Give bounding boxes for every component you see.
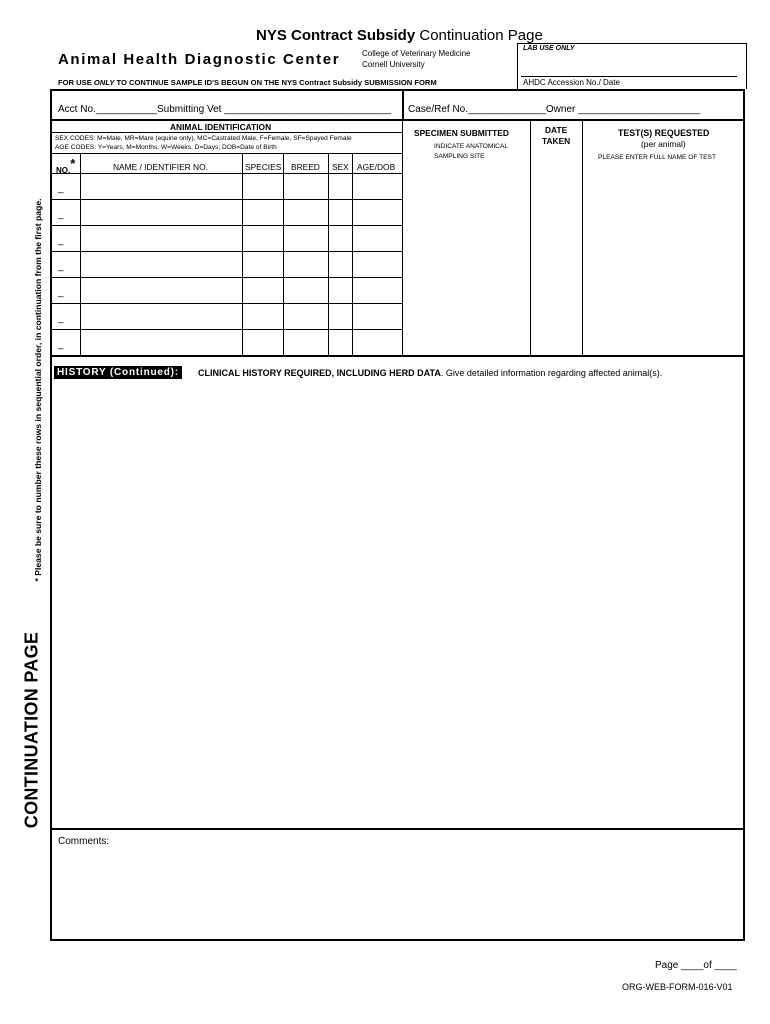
row-number[interactable]: _	[58, 209, 64, 220]
row-number[interactable]: _	[58, 235, 64, 246]
specimen-sub1: INDICATE ANATOMICAL	[434, 143, 509, 150]
divider	[582, 119, 583, 355]
side-note: * Please be sure to number these rows in sequential order, in continuation from the first page.	[33, 198, 43, 582]
age-codes: AGE CODES: Y=Years, M=Months, W=Weeks, D=Days; DOB=Date of Birth	[55, 144, 277, 151]
org-name: Animal Health Diagnostic Center	[58, 51, 341, 68]
accession-line[interactable]	[521, 76, 737, 77]
history-rest: . Give detailed information regarding affected animal(s).	[440, 368, 663, 378]
for-use-notice	[58, 78, 437, 87]
for-use-post: TO CONTINUE SAMPLE ID'S BEGUN ON THE NYS Contract Subsidy SUBMISSION FORM	[114, 78, 437, 87]
col-name: NAME / IDENTIFIER NO.	[113, 162, 208, 172]
page-number[interactable]: Page ____of ____	[655, 960, 737, 971]
row-number[interactable]: _	[58, 261, 64, 272]
divider	[52, 828, 743, 830]
college-line2: Cornell University	[362, 60, 425, 69]
divider	[52, 119, 743, 121]
title-rest: Continuation Page	[419, 27, 543, 44]
divider	[283, 153, 284, 355]
for-use-pre: FOR USE	[58, 78, 94, 87]
col-no-star: *	[70, 156, 76, 171]
title-bold: NYS Contract Subsidy	[256, 27, 416, 44]
divider	[52, 303, 402, 304]
form-number: ORG-WEB-FORM-016-V01	[622, 982, 733, 992]
divider	[52, 225, 402, 226]
lab-use-label: LAB USE ONLY	[523, 45, 575, 52]
row-number[interactable]: _	[58, 287, 64, 298]
side-title: CONTINUATION PAGE	[21, 631, 42, 829]
accession-label: AHDC Accession No./ Date	[523, 78, 620, 87]
animal-id-heading: ANIMAL IDENTIFICATION	[170, 122, 272, 132]
college-line1: College of Veterinary Medicine	[362, 49, 471, 58]
col-sex: SEX	[332, 162, 349, 172]
for-use-only: ONLY	[93, 78, 115, 87]
row-number[interactable]: _	[58, 339, 64, 350]
divider	[402, 119, 403, 355]
specimen-heading: SPECIMEN SUBMITTED	[414, 128, 509, 138]
divider	[530, 119, 531, 355]
page-title	[256, 27, 543, 44]
case-owner-field[interactable]: Case/Ref No.______________Owner ______________________	[408, 104, 701, 115]
college-info	[362, 48, 471, 70]
form-box	[50, 89, 745, 941]
tests-sub: (per animal)	[641, 139, 686, 149]
history-tag: HISTORY (Continued):	[54, 366, 182, 379]
divider	[52, 132, 402, 133]
sex-codes: SEX CODES: M=Male, MR=Mare (equine only), MC=Castrated Male, F=Female, SF=Spayed Female	[55, 135, 352, 142]
divider	[52, 199, 402, 200]
divider	[52, 355, 743, 357]
col-species: SPECIES	[245, 162, 282, 172]
divider	[328, 153, 329, 355]
divider	[52, 173, 402, 174]
specimen-sub2: SAMPLING SITE	[434, 153, 485, 160]
history-bold: CLINICAL HISTORY REQUIRED, INCLUDING HERD DATA	[198, 368, 441, 378]
divider	[242, 153, 243, 355]
date-heading-2: TAKEN	[542, 136, 571, 146]
col-no-text: NO.	[56, 166, 71, 175]
divider	[402, 91, 404, 119]
divider	[52, 277, 402, 278]
tests-heading: TEST(S) REQUESTED	[618, 128, 710, 138]
divider	[52, 153, 402, 154]
col-breed: BREED	[291, 162, 320, 172]
acct-vet-field[interactable]: Acct No.___________Submitting Vet ______________________________	[58, 104, 392, 115]
divider	[52, 251, 402, 252]
row-number[interactable]: _	[58, 183, 64, 194]
date-heading-1: DATE	[545, 125, 568, 135]
tests-note: PLEASE ENTER FULL NAME OF TEST	[598, 154, 716, 161]
comments-label: Comments:	[58, 836, 110, 847]
col-age: AGE/DOB	[357, 162, 396, 172]
divider	[52, 329, 402, 330]
row-number[interactable]: _	[58, 313, 64, 324]
history-instructions	[198, 368, 662, 378]
divider	[80, 153, 81, 355]
divider	[352, 153, 353, 355]
